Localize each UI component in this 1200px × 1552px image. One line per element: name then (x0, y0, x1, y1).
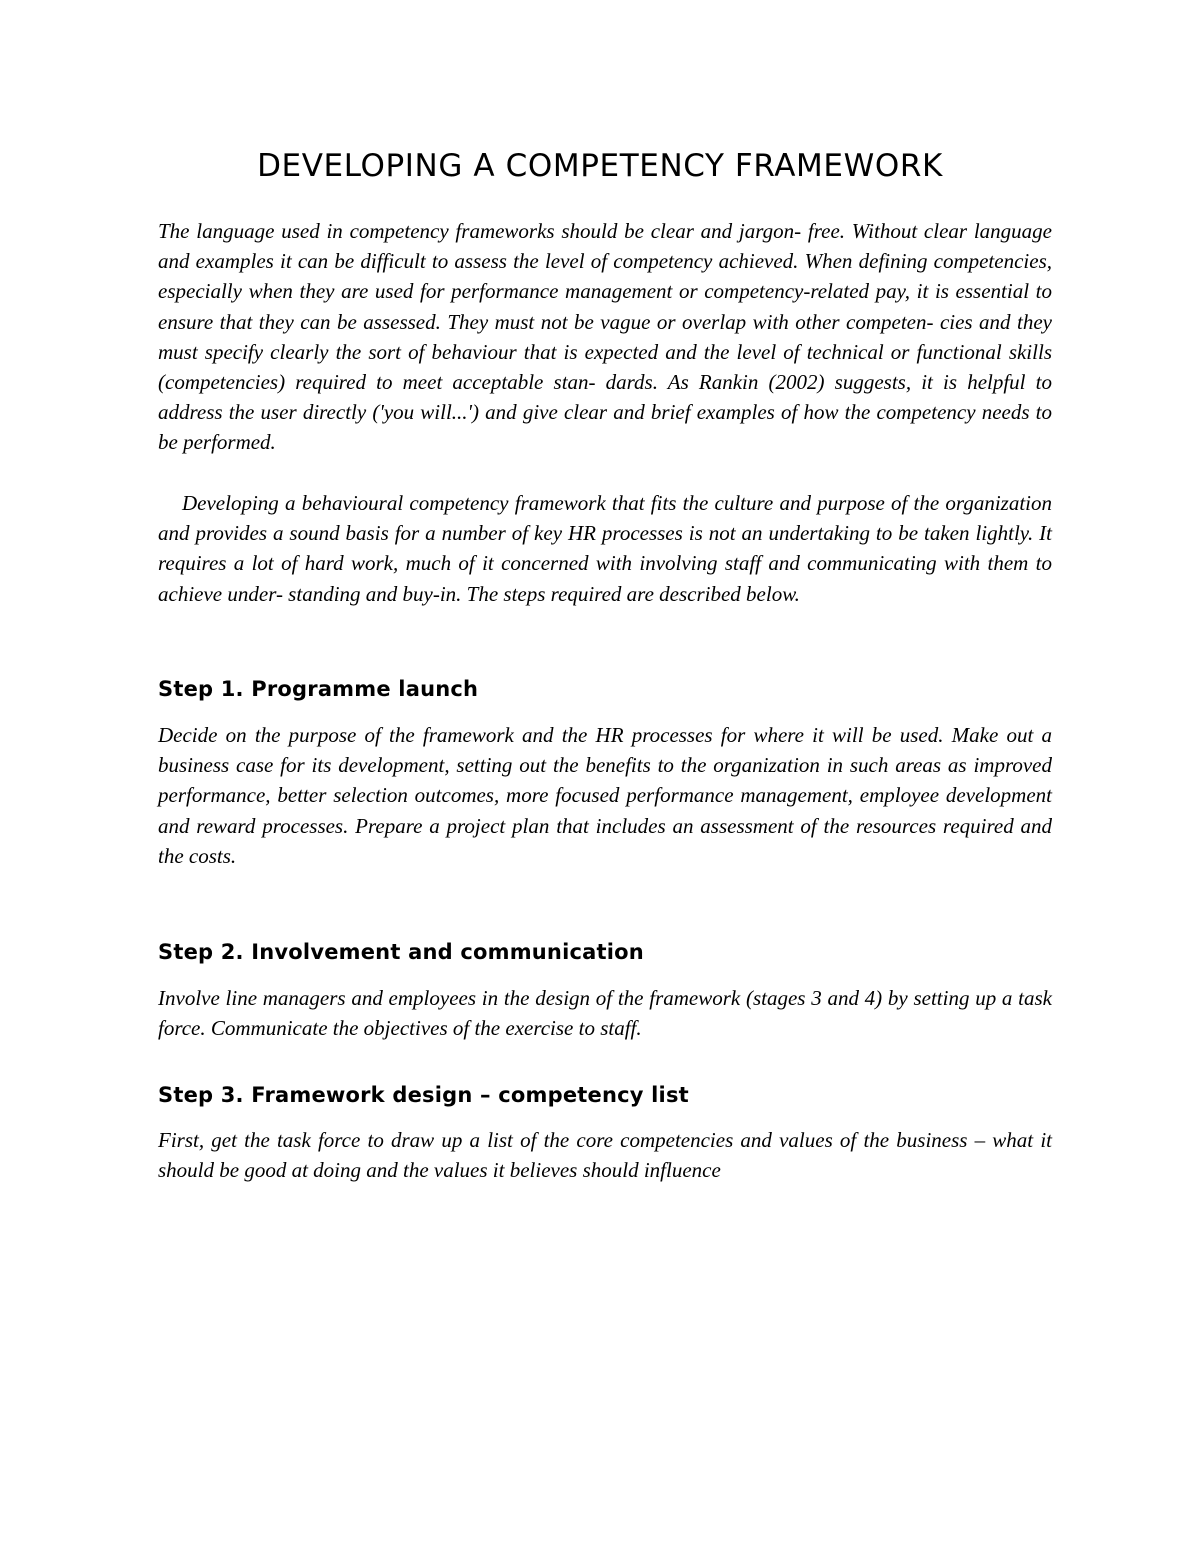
document-title: DEVELOPING A COMPETENCY FRAMEWORK (257, 148, 943, 184)
intro-paragraph-1: The language used in competency frameworks should be clear and jargon- free. Without clear language and examples it can be difficult to assess the level of competency achieved. When defining competencies, especially when they are used for performance management or competency-related pay, it is essential to ensure that they can be assessed. They must not be vague or overlap with other competen- cies and they must specify clearly the sort of behaviour that is expected and the level of technical or functional skills (competencies) required to meet acceptable stan- dards. As Rankin (2002) suggests, it is helpful to address the user directly ('you will...') and give clear and brief examples of how the competency needs to be performed. (158, 219, 1052, 455)
step-1-heading: Step 1. Programme launch (158, 677, 479, 701)
intro-paragraph-2: Developing a behavioural competency framework that fits the culture and purpose of the organization and provides a sound basis for a number of key HR processes is not an undertaking to be taken lightly. It requires a lot of hard work, much of it concerned with involving staff and communicating with them to achieve under- standing and buy-in. The steps required are described below. (158, 491, 1052, 606)
step-1-body: Decide on the purpose of the framework and the HR processes for where it will be used. Make out a business case for its development, setting out the benefits to the organization in such areas as improved performance, better selection outcomes, more focused performance management, employee development and reward processes. Prepare a project plan that includes an assessment of the resources required and the costs. (158, 723, 1052, 868)
step-3-body: First, get the task force to draw up a list of the core competencies and values of the business – what it should be good at doing and the values it believes should influence (158, 1128, 1052, 1183)
step-2-body: Involve line managers and employees in the design of the framework (stages 3 and 4) by setting up a task force. Communicate the objectives of the exercise to staff. (158, 986, 1052, 1041)
step-3-heading: Step 3. Framework design – competency list (158, 1083, 689, 1107)
step-2-heading: Step 2. Involvement and communication (158, 940, 644, 964)
